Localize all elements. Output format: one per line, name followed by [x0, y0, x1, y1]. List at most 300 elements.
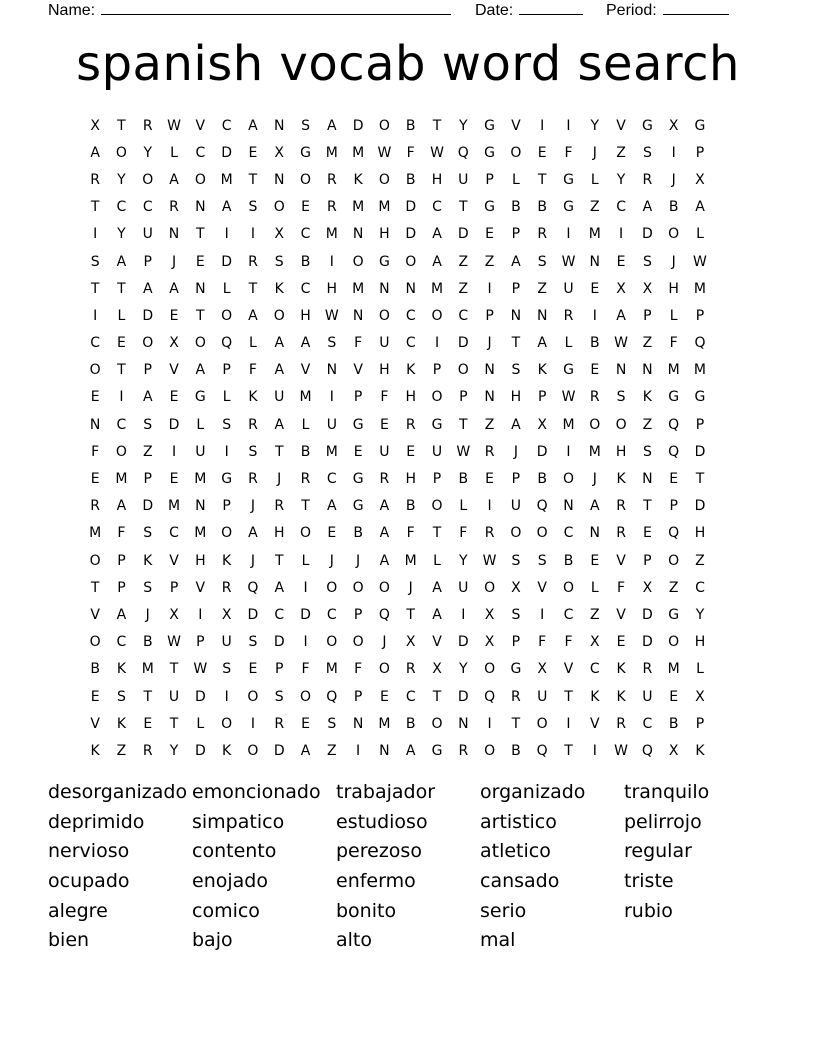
grid-letter[interactable]: L — [696, 226, 704, 243]
grid-letter[interactable]: F — [564, 634, 573, 651]
grid-letter[interactable]: C — [300, 280, 311, 297]
grid-letter[interactable]: J — [671, 171, 676, 188]
grid-letter[interactable]: F — [301, 661, 310, 678]
grid-letter[interactable]: A — [300, 335, 311, 352]
grid-letter[interactable]: D — [168, 416, 180, 433]
grid-letter[interactable]: F — [406, 525, 415, 542]
grid-letter[interactable]: A — [142, 389, 153, 406]
grid-letter[interactable]: M — [404, 552, 417, 569]
grid-letter[interactable]: X — [695, 688, 705, 705]
grid-letter[interactable]: O — [273, 199, 285, 216]
grid-letter[interactable]: G — [352, 416, 364, 433]
grid-letter[interactable]: Q — [668, 443, 680, 460]
grid-letter[interactable]: P — [485, 307, 494, 324]
grid-letter[interactable]: Z — [589, 199, 600, 216]
date-field[interactable] — [475, 0, 583, 20]
grid-letter[interactable]: M — [141, 661, 154, 678]
grid-letter[interactable]: B — [668, 715, 679, 732]
grid-letter[interactable]: L — [301, 416, 310, 433]
grid-letter[interactable]: S — [537, 552, 547, 569]
grid-letter[interactable]: S — [143, 579, 153, 596]
grid-letter[interactable]: R — [563, 307, 574, 324]
grid-letter[interactable]: I — [303, 579, 308, 596]
grid-letter[interactable]: E — [379, 688, 389, 705]
grid-letter[interactable]: P — [353, 688, 363, 705]
grid-letter[interactable]: A — [274, 362, 285, 379]
grid-letter[interactable]: A — [432, 579, 442, 596]
grid-letter[interactable]: G — [352, 471, 364, 488]
grid-letter[interactable]: Q — [221, 335, 233, 352]
grid-letter[interactable]: M — [430, 280, 444, 297]
grid-letter[interactable]: S — [301, 117, 310, 134]
grid-letter[interactable]: G — [300, 144, 311, 161]
grid-letter[interactable]: M — [325, 443, 338, 460]
grid-letter[interactable]: P — [432, 471, 442, 488]
grid-letter[interactable]: K — [616, 661, 626, 678]
grid-letter[interactable]: E — [90, 471, 100, 488]
grid-letter[interactable]: W — [193, 661, 208, 678]
grid-letter[interactable]: J — [356, 552, 361, 569]
grid-letter[interactable]: W — [561, 253, 576, 270]
grid-letter[interactable]: T — [90, 199, 100, 216]
grid-letter[interactable]: S — [143, 525, 153, 542]
grid-letter[interactable]: R — [458, 742, 469, 759]
grid-letter[interactable]: M — [352, 144, 365, 161]
grid-letter[interactable]: D — [352, 117, 364, 134]
grid-letter[interactable]: D — [273, 742, 285, 759]
grid-letter[interactable]: H — [379, 362, 390, 379]
grid-letter[interactable]: Q — [326, 688, 338, 705]
grid-letter[interactable]: V — [537, 579, 547, 596]
grid-letter[interactable]: V — [590, 715, 600, 732]
grid-letter[interactable]: J — [382, 634, 387, 651]
grid-letter[interactable]: F — [538, 634, 547, 651]
grid-letter[interactable]: K — [616, 688, 626, 705]
grid-letter[interactable]: T — [564, 742, 573, 759]
grid-letter[interactable]: T — [90, 579, 100, 596]
grid-letter[interactable]: S — [222, 661, 232, 678]
grid-letter[interactable]: E — [169, 471, 179, 488]
grid-letter[interactable]: D — [457, 688, 469, 705]
grid-letter[interactable]: I — [566, 715, 571, 732]
grid-letter[interactable]: J — [329, 552, 334, 569]
grid-letter[interactable]: R — [90, 498, 101, 515]
grid-letter[interactable]: M — [194, 525, 207, 542]
grid-letter[interactable]: N — [326, 362, 338, 379]
grid-letter[interactable]: Q — [668, 525, 680, 542]
grid-letter[interactable]: U — [458, 579, 469, 596]
grid-letter[interactable]: S — [511, 362, 521, 379]
grid-letter[interactable]: M — [562, 416, 575, 433]
grid-letter[interactable]: S — [327, 335, 337, 352]
grid-letter[interactable]: V — [563, 661, 574, 678]
grid-letter[interactable]: N — [195, 199, 206, 216]
grid-letter[interactable]: A — [327, 117, 337, 134]
grid-letter[interactable]: L — [590, 579, 599, 596]
grid-letter[interactable]: V — [616, 552, 626, 569]
grid-letter[interactable]: U — [642, 688, 653, 705]
grid-letter[interactable]: M — [667, 661, 680, 678]
grid-letter[interactable]: X — [484, 634, 495, 651]
grid-letter[interactable]: D — [142, 307, 154, 324]
grid-letter[interactable]: O — [484, 661, 496, 678]
grid-letter[interactable]: R — [405, 416, 416, 433]
grid-letter[interactable]: A — [432, 226, 442, 243]
grid-letter[interactable]: X — [169, 606, 179, 623]
grid-letter[interactable]: K — [406, 362, 416, 379]
grid-letter[interactable]: C — [405, 307, 416, 324]
grid-letter[interactable]: R — [616, 498, 626, 515]
grid-letter[interactable]: B — [90, 661, 100, 678]
grid-letter[interactable]: U — [379, 335, 390, 352]
grid-letter[interactable]: J — [592, 144, 597, 161]
grid-letter[interactable]: X — [537, 416, 547, 433]
grid-letter[interactable]: P — [222, 498, 231, 515]
grid-letter[interactable]: V — [90, 606, 100, 623]
grid-letter[interactable]: G — [431, 416, 443, 433]
grid-letter[interactable]: E — [590, 280, 600, 297]
grid-letter[interactable]: A — [221, 199, 232, 216]
grid-letter[interactable]: C — [695, 579, 705, 596]
grid-letter[interactable]: U — [274, 389, 285, 406]
grid-letter[interactable]: B — [511, 742, 521, 759]
grid-letter[interactable]: I — [250, 715, 255, 732]
grid-letter[interactable]: W — [456, 443, 471, 460]
grid-letter[interactable]: C — [405, 688, 416, 705]
grid-letter[interactable]: E — [169, 307, 179, 324]
grid-letter[interactable]: N — [352, 307, 364, 324]
grid-letter[interactable]: A — [169, 280, 179, 297]
grid-letter[interactable]: O — [378, 117, 390, 134]
grid-letter[interactable]: N — [195, 498, 206, 515]
grid-letter[interactable]: N — [563, 498, 574, 515]
grid-letter[interactable]: R — [616, 525, 626, 542]
grid-letter[interactable]: B — [589, 335, 600, 352]
grid-letter[interactable]: U — [537, 688, 548, 705]
grid-letter[interactable]: V — [169, 362, 179, 379]
grid-letter[interactable]: N — [642, 362, 653, 379]
grid-letter[interactable]: M — [693, 280, 707, 297]
grid-letter[interactable]: T — [274, 443, 284, 460]
grid-letter[interactable]: K — [537, 362, 547, 379]
grid-letter[interactable]: R — [274, 498, 285, 515]
grid-letter[interactable]: R — [221, 579, 232, 596]
grid-letter[interactable]: E — [485, 226, 495, 243]
grid-letter[interactable]: I — [224, 443, 229, 460]
grid-letter[interactable]: O — [247, 688, 259, 705]
grid-letter[interactable]: S — [143, 416, 153, 433]
grid-letter[interactable]: E — [117, 335, 126, 352]
grid-letter[interactable]: J — [487, 335, 492, 352]
grid-letter[interactable]: M — [352, 280, 365, 297]
grid-letter[interactable]: D — [142, 498, 154, 515]
grid-letter[interactable]: G — [194, 389, 206, 406]
grid-letter[interactable]: T — [459, 199, 468, 216]
grid-letter[interactable]: S — [274, 253, 284, 270]
grid-letter[interactable]: H — [405, 389, 416, 406]
grid-letter[interactable]: A — [432, 606, 442, 623]
grid-letter[interactable]: J — [145, 606, 150, 623]
grid-letter[interactable]: F — [406, 144, 415, 161]
grid-letter[interactable]: Q — [641, 742, 653, 759]
grid-letter[interactable]: X — [221, 606, 232, 623]
grid-letter[interactable]: L — [196, 715, 205, 732]
grid-letter[interactable]: M — [115, 471, 128, 488]
grid-letter[interactable]: O — [273, 307, 285, 324]
grid-letter[interactable]: A — [274, 579, 285, 596]
grid-letter[interactable]: P — [695, 416, 705, 433]
grid-letter[interactable]: A — [248, 525, 258, 542]
grid-letter[interactable]: G — [484, 144, 496, 161]
grid-letter[interactable]: A — [142, 280, 153, 297]
grid-letter[interactable]: O — [378, 579, 390, 596]
grid-letter[interactable]: C — [169, 525, 179, 542]
grid-letter[interactable]: C — [116, 416, 127, 433]
grid-letter[interactable]: S — [248, 199, 258, 216]
grid-letter[interactable]: X — [511, 579, 521, 596]
grid-letter[interactable]: M — [352, 199, 365, 216]
grid-letter[interactable]: C — [563, 606, 574, 623]
grid-letter[interactable]: P — [117, 579, 126, 596]
grid-letter[interactable]: K — [116, 715, 127, 732]
grid-letter[interactable]: U — [510, 498, 522, 515]
grid-letter[interactable]: E — [406, 443, 416, 460]
grid-letter[interactable]: V — [195, 117, 206, 134]
grid-letter[interactable]: N — [589, 253, 601, 270]
grid-letter[interactable]: A — [274, 416, 285, 433]
grid-letter[interactable]: R — [616, 715, 626, 732]
grid-letter[interactable]: W — [167, 634, 181, 651]
grid-letter[interactable]: I — [224, 226, 229, 243]
grid-letter[interactable]: L — [196, 416, 205, 433]
grid-letter[interactable]: E — [379, 416, 389, 433]
grid-letter[interactable]: E — [90, 389, 100, 406]
grid-letter[interactable]: R — [484, 443, 495, 460]
grid-letter[interactable]: N — [642, 471, 653, 488]
grid-letter[interactable]: O — [115, 144, 127, 161]
grid-letter[interactable]: Z — [484, 416, 495, 433]
grid-letter[interactable]: B — [405, 171, 416, 188]
grid-letter[interactable]: A — [511, 253, 521, 270]
grid-letter[interactable]: N — [195, 280, 206, 297]
grid-letter[interactable]: E — [301, 199, 310, 216]
grid-letter[interactable]: S — [222, 416, 232, 433]
grid-letter[interactable]: Y — [169, 742, 179, 759]
period-field[interactable] — [606, 0, 729, 20]
grid-letter[interactable]: M — [299, 389, 312, 406]
grid-letter[interactable]: W — [377, 144, 392, 161]
grid-letter[interactable]: O — [194, 335, 206, 352]
grid-letter[interactable]: G — [510, 661, 522, 678]
grid-letter[interactable]: J — [671, 253, 676, 270]
grid-letter[interactable]: Y — [695, 606, 705, 623]
grid-letter[interactable]: R — [379, 471, 390, 488]
grid-letter[interactable]: I — [540, 606, 545, 623]
grid-letter[interactable]: C — [642, 715, 653, 732]
grid-letter[interactable]: D — [694, 498, 706, 515]
grid-letter[interactable]: S — [327, 715, 337, 732]
grid-letter[interactable]: O — [615, 416, 627, 433]
grid-letter[interactable]: A — [248, 307, 258, 324]
grid-letter[interactable]: V — [353, 362, 363, 379]
grid-letter[interactable]: M — [89, 525, 102, 542]
grid-letter[interactable]: S — [248, 443, 258, 460]
grid-letter[interactable]: Z — [616, 144, 626, 161]
grid-letter[interactable]: Z — [458, 280, 469, 297]
grid-letter[interactable]: O — [352, 579, 364, 596]
grid-letter[interactable]: T — [90, 280, 100, 297]
grid-letter[interactable]: V — [616, 606, 626, 623]
grid-letter[interactable]: Z — [537, 280, 547, 297]
grid-letter[interactable]: O — [142, 335, 154, 352]
grid-letter[interactable]: P — [669, 498, 678, 515]
grid-letter[interactable]: O — [431, 307, 443, 324]
grid-letter[interactable]: C — [195, 144, 206, 161]
grid-letter[interactable]: G — [352, 498, 364, 515]
grid-letter[interactable]: Z — [458, 253, 469, 270]
grid-letter[interactable]: I — [250, 226, 255, 243]
grid-letter[interactable]: A — [379, 525, 390, 542]
grid-letter[interactable]: T — [537, 171, 547, 188]
grid-letter[interactable]: E — [485, 471, 495, 488]
grid-letter[interactable]: D — [641, 226, 653, 243]
grid-letter[interactable]: M — [693, 362, 707, 379]
grid-letter[interactable]: L — [222, 389, 231, 406]
grid-letter[interactable]: I — [671, 144, 676, 161]
grid-letter[interactable]: E — [616, 634, 626, 651]
grid-letter[interactable]: G — [694, 117, 706, 134]
grid-letter[interactable]: I — [487, 498, 492, 515]
grid-letter[interactable]: A — [695, 199, 705, 216]
grid-letter[interactable]: T — [143, 688, 153, 705]
grid-letter[interactable]: P — [511, 634, 521, 651]
grid-letter[interactable]: O — [589, 416, 601, 433]
grid-letter[interactable]: I — [540, 117, 545, 134]
grid-letter[interactable]: O — [89, 552, 101, 569]
grid-letter[interactable]: M — [588, 443, 601, 460]
grid-letter[interactable]: T — [274, 552, 284, 569]
grid-letter[interactable]: K — [248, 389, 258, 406]
grid-letter[interactable]: Q — [457, 144, 469, 161]
grid-letter[interactable]: C — [221, 117, 232, 134]
grid-letter[interactable]: M — [378, 199, 391, 216]
grid-letter[interactable]: V — [616, 117, 626, 134]
grid-letter[interactable]: X — [484, 606, 495, 623]
grid-letter[interactable]: R — [484, 525, 495, 542]
grid-letter[interactable]: S — [117, 688, 126, 705]
grid-letter[interactable]: D — [405, 226, 417, 243]
grid-letter[interactable]: P — [275, 661, 284, 678]
grid-letter[interactable]: B — [537, 199, 547, 216]
grid-letter[interactable]: H — [273, 525, 285, 542]
grid-letter[interactable]: T — [117, 280, 126, 297]
grid-letter[interactable]: O — [431, 715, 443, 732]
grid-letter[interactable]: S — [511, 606, 521, 623]
grid-letter[interactable]: J — [592, 471, 597, 488]
grid-letter[interactable]: E — [669, 688, 679, 705]
grid-letter[interactable]: P — [353, 606, 363, 623]
grid-letter[interactable]: M — [325, 226, 338, 243]
grid-letter[interactable]: U — [142, 226, 153, 243]
grid-letter[interactable]: I — [171, 443, 177, 460]
grid-letter[interactable]: E — [195, 253, 205, 270]
grid-letter[interactable]: F — [380, 389, 389, 406]
grid-letter[interactable]: X — [90, 117, 100, 134]
grid-letter[interactable]: M — [588, 226, 601, 243]
grid-letter[interactable]: O — [536, 525, 548, 542]
grid-letter[interactable]: Z — [327, 742, 337, 759]
grid-letter[interactable]: V — [90, 715, 100, 732]
grid-letter[interactable]: G — [378, 253, 390, 270]
grid-letter[interactable]: D — [221, 253, 233, 270]
grid-letter[interactable]: P — [643, 307, 652, 324]
grid-letter[interactable]: N — [89, 416, 101, 433]
grid-letter[interactable]: P — [511, 280, 521, 297]
grid-letter[interactable]: O — [457, 362, 469, 379]
grid-letter[interactable]: O — [221, 715, 233, 732]
grid-letter[interactable]: R — [642, 171, 653, 188]
grid-letter[interactable]: O — [89, 362, 101, 379]
grid-letter[interactable]: U — [326, 416, 337, 433]
grid-letter[interactable]: Y — [590, 117, 600, 134]
grid-letter[interactable]: U — [379, 443, 390, 460]
grid-letter[interactable]: S — [642, 443, 652, 460]
grid-letter[interactable]: L — [669, 307, 678, 324]
grid-letter[interactable]: J — [277, 471, 282, 488]
grid-letter[interactable]: D — [300, 606, 311, 623]
grid-letter[interactable]: A — [327, 498, 337, 515]
grid-letter[interactable]: S — [274, 688, 284, 705]
grid-letter[interactable]: C — [432, 199, 442, 216]
grid-letter[interactable]: U — [168, 688, 180, 705]
grid-letter[interactable]: H — [615, 443, 627, 460]
grid-letter[interactable]: P — [353, 389, 363, 406]
grid-letter[interactable]: L — [170, 144, 178, 161]
grid-letter[interactable]: L — [249, 335, 257, 352]
grid-letter[interactable]: J — [250, 552, 255, 569]
grid-letter[interactable]: L — [511, 171, 520, 188]
grid-letter[interactable]: A — [116, 253, 127, 270]
grid-letter[interactable]: N — [484, 362, 495, 379]
grid-letter[interactable]: I — [487, 715, 492, 732]
grid-letter[interactable]: T — [169, 715, 179, 732]
grid-letter[interactable]: I — [619, 226, 624, 243]
grid-letter[interactable]: A — [537, 335, 547, 352]
grid-letter[interactable]: S — [248, 634, 258, 651]
grid-letter[interactable]: K — [143, 552, 153, 569]
grid-letter[interactable]: I — [329, 389, 334, 406]
grid-letter[interactable]: L — [590, 171, 599, 188]
grid-letter[interactable]: J — [513, 443, 518, 460]
grid-letter[interactable]: N — [536, 307, 548, 324]
grid-letter[interactable]: Y — [117, 226, 126, 243]
grid-letter[interactable]: M — [167, 498, 181, 515]
grid-letter[interactable]: B — [668, 199, 679, 216]
grid-letter[interactable]: N — [510, 307, 522, 324]
grid-letter[interactable]: B — [405, 715, 416, 732]
grid-letter[interactable]: P — [695, 307, 705, 324]
grid-letter[interactable]: O — [536, 715, 548, 732]
name-field[interactable] — [48, 0, 451, 20]
grid-letter[interactable]: P — [511, 471, 521, 488]
grid-letter[interactable]: Y — [459, 661, 468, 678]
grid-letter[interactable]: W — [430, 144, 444, 161]
grid-letter[interactable]: O — [405, 253, 417, 270]
grid-letter[interactable]: P — [222, 362, 231, 379]
grid-letter[interactable]: Q — [247, 579, 259, 596]
grid-letter[interactable]: R — [169, 199, 179, 216]
grid-letter[interactable]: D — [457, 226, 469, 243]
